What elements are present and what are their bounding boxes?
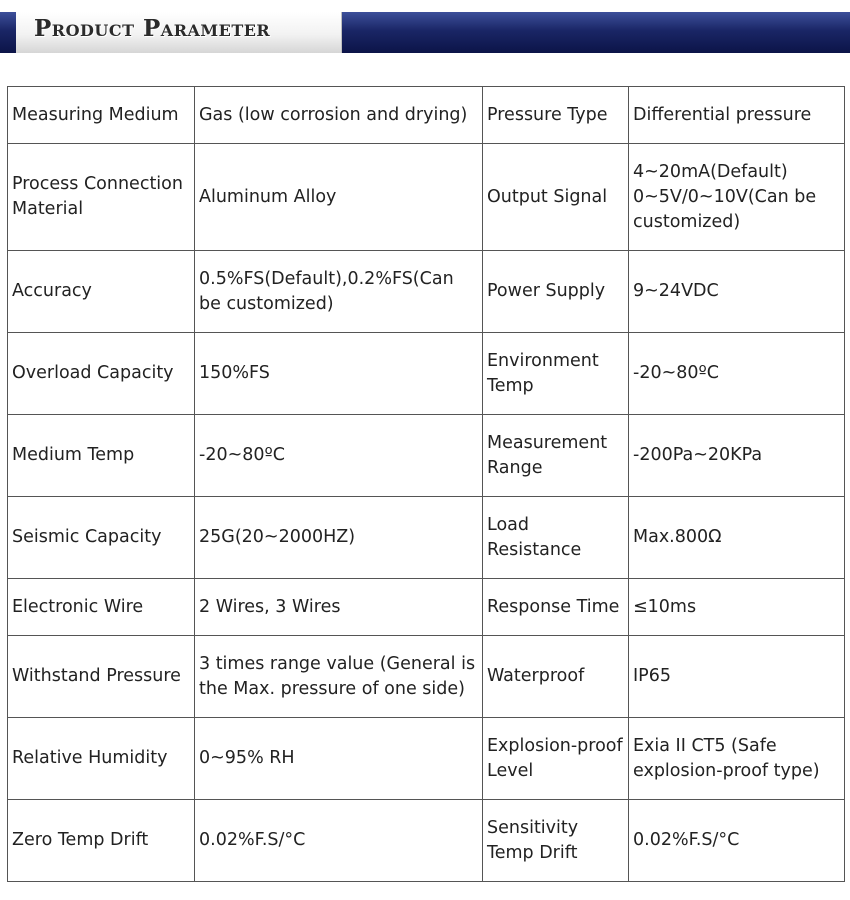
param-label [8, 144, 195, 251]
table-row [8, 415, 845, 497]
param-label [8, 415, 195, 497]
param-value [629, 333, 845, 415]
param-label [8, 333, 195, 415]
table-row [8, 497, 845, 579]
param-value [195, 415, 483, 497]
param-label [8, 251, 195, 333]
param-label [8, 718, 195, 800]
param-value [195, 251, 483, 333]
param-value [195, 144, 483, 251]
page-title: Product Parameter [34, 15, 271, 42]
param-value-line: 0.5%FS(Default),0.2%FS(Can [199, 268, 454, 289]
table-row [8, 251, 845, 333]
param-label-line: Resistance [487, 539, 582, 560]
table-row [8, 333, 845, 415]
param-label [483, 636, 629, 718]
param-label-line: Electronic Wire [12, 596, 144, 617]
param-value [195, 497, 483, 579]
param-label-line: Pressure Type [487, 104, 608, 125]
param-value [195, 87, 483, 144]
param-value-line: 3 times range value (General is [199, 653, 476, 674]
param-label [483, 333, 629, 415]
param-value-line: 0~95% RH [199, 748, 295, 768]
param-label [483, 718, 629, 800]
table-row [8, 579, 845, 636]
param-value [629, 144, 845, 251]
param-label-line: Waterproof [487, 666, 585, 686]
param-label-line: Temp Drift [487, 842, 578, 863]
param-value-line: IP65 [633, 666, 671, 686]
param-value-line: 25G(20~2000HZ) [199, 527, 356, 547]
table-row [8, 636, 845, 718]
param-value-line: 0.02%F.S/°C [633, 830, 740, 850]
param-value-line: 0~5V/0~10V(Can be [633, 186, 817, 207]
param-value-line: -20~80ºC [199, 445, 285, 465]
param-label [483, 87, 629, 144]
param-value-line: Aluminum Alloy [199, 186, 337, 207]
param-value-line: Exia II CT5 (Safe [633, 735, 777, 756]
param-value [195, 800, 483, 882]
param-label [483, 497, 629, 579]
param-value [629, 579, 845, 636]
header-label-panel [16, 12, 342, 53]
param-value-line: be customized) [199, 293, 334, 314]
param-value [629, 718, 845, 800]
param-label-line: Measurement [487, 432, 608, 453]
param-label-line: Load [487, 514, 529, 535]
param-value [195, 718, 483, 800]
param-label [8, 579, 195, 636]
param-label [483, 415, 629, 497]
param-label-line: Output Signal [487, 186, 608, 207]
param-value-line: 9~24VDC [633, 281, 719, 301]
param-label [483, 579, 629, 636]
param-value [629, 251, 845, 333]
table-row [8, 800, 845, 882]
param-value-line: Max.800Ω [633, 527, 722, 547]
param-value-line: 0.02%F.S/°C [199, 830, 306, 850]
param-label [8, 87, 195, 144]
param-label-line: Explosion-proof [487, 735, 623, 756]
param-label-line: Accuracy [12, 281, 92, 301]
param-label-line: Sensitivity [487, 817, 579, 838]
param-label [483, 251, 629, 333]
param-label [8, 800, 195, 882]
param-label-line: Response Time [487, 596, 620, 617]
table-row [8, 87, 845, 144]
param-value-line: customized) [633, 211, 741, 232]
param-label-line: Range [487, 457, 543, 478]
param-value-line: 150%FS [199, 363, 270, 383]
param-value-line: Differential pressure [633, 104, 812, 125]
param-label-line: Temp [487, 375, 534, 396]
table-row [8, 718, 845, 800]
parameter-table [7, 86, 845, 882]
param-label [483, 800, 629, 882]
param-label-line: Seismic Capacity [12, 527, 162, 547]
param-value [629, 636, 845, 718]
param-value-line: 4~20mA(Default) [633, 161, 788, 182]
param-label-line: Environment [487, 350, 599, 371]
param-value [195, 579, 483, 636]
param-label [483, 144, 629, 251]
param-label-line: Power Supply [487, 281, 606, 301]
param-label-line: Overload Capacity [12, 363, 174, 383]
parameter-table-body [8, 87, 845, 882]
param-label-line: Medium Temp [12, 445, 135, 465]
param-value [195, 333, 483, 415]
param-value-line: explosion-proof type) [633, 760, 820, 781]
param-label [8, 636, 195, 718]
param-label-line: Relative Humidity [12, 748, 168, 768]
param-value [195, 636, 483, 718]
table-row [8, 144, 845, 251]
param-value-line: Gas (low corrosion and drying) [199, 104, 468, 125]
param-label-line: Level [487, 760, 534, 781]
param-value-line: -20~80ºC [633, 363, 719, 383]
param-label [8, 497, 195, 579]
param-value-line: the Max. pressure of one side) [199, 678, 465, 699]
param-value-line: -200Pa~20KPa [633, 445, 763, 465]
param-label-line: Process Connection [12, 174, 183, 194]
param-value-line: 2 Wires, 3 Wires [199, 596, 341, 617]
param-value [629, 415, 845, 497]
param-label-line: Withstand Pressure [12, 666, 181, 686]
param-label-line: Measuring Medium [12, 104, 179, 125]
param-label-line: Zero Temp Drift [12, 830, 149, 850]
param-value-line: ≤10ms [633, 596, 697, 617]
param-value [629, 87, 845, 144]
param-label-line: Material [12, 199, 84, 219]
param-value [629, 497, 845, 579]
param-value [629, 800, 845, 882]
